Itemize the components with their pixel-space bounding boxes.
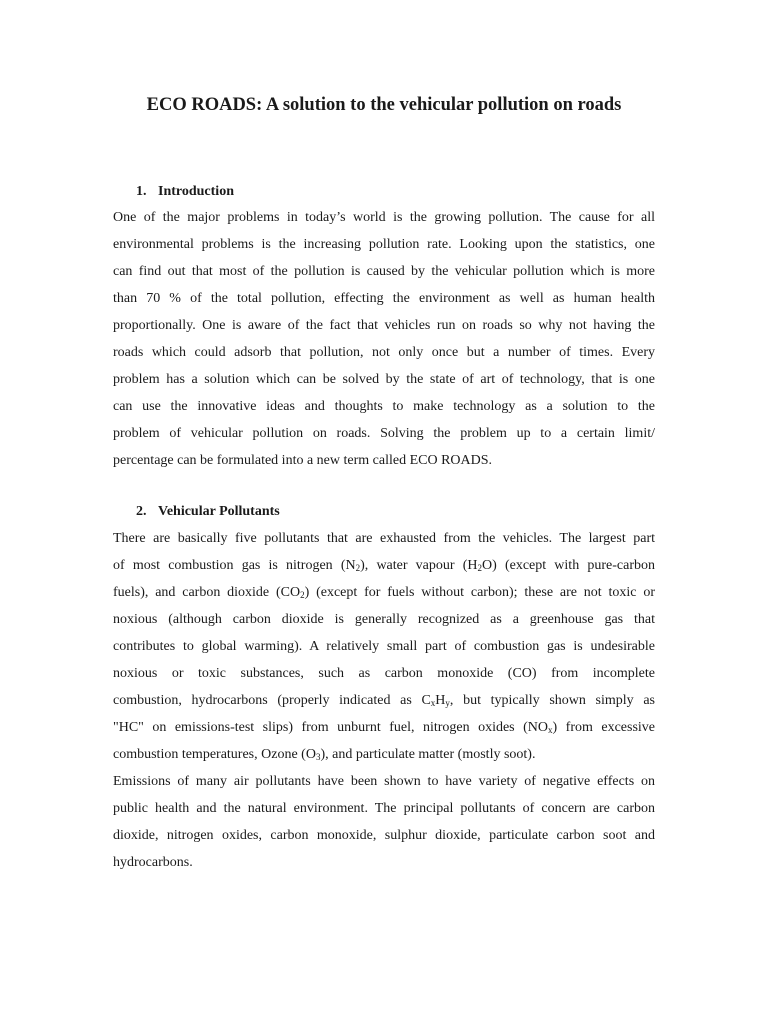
- paragraph-line: of most combustion gas is nitrogen $(N_2)$, water vapour $(H_2O)$ (except with pure-carbon: [113, 558, 655, 573]
- section-number: 1.: [136, 184, 147, 199]
- paragraph-line: noxious (although carbon dioxide is generally recognized as a greenhouse gas that: [113, 612, 655, 627]
- section-heading-vehicular-pollutants: [136, 503, 280, 521]
- vehicular-pollutants-paragraph: [113, 525, 655, 876]
- paragraph-line: roads which could adsorb that pollution, not only once but a number of times. Every: [113, 345, 655, 360]
- paragraph-line: problem of vehicular pollution on roads. Solving the problem up to a certain limit/: [113, 426, 655, 441]
- paragraph-line: hydrocarbons.: [113, 855, 193, 870]
- paragraph-line: There are basically five pollutants that are exhausted from the vehicles. The largest part: [113, 531, 655, 546]
- paragraph-line: fuels), and carbon dioxide $(CO_2)$ (except for fuels without carbon); these are not toxic or: [113, 585, 655, 600]
- section-number: 2.: [136, 504, 147, 519]
- paragraph-line: combustion, hydrocarbons (properly indicated as $C_xH_y$, but typically shown simply as: [113, 693, 655, 708]
- paragraph-line: percentage can be formulated into a new term called ECO ROADS.: [113, 453, 493, 468]
- paragraph-line: noxious or toxic substances, such as carbon monoxide (CO) from incomplete: [113, 666, 655, 681]
- section-title: Vehicular Pollutants: [158, 504, 280, 519]
- paragraph-line: than 70 % of the total pollution, effecting the environment as well as human health: [113, 291, 655, 306]
- paragraph-line: proportionally. One is aware of the fact that vehicles run on roads so why not having the: [113, 318, 655, 333]
- paragraph-line: dioxide, nitrogen oxides, carbon monoxide, sulphur dioxide, particulate carbon soot and: [113, 828, 655, 843]
- section-title: Introduction: [158, 184, 234, 199]
- paragraph-line: "HC" on emissions-test slips) from unburnt fuel, nitrogen oxides $(NO_x)$ from excessive: [113, 720, 656, 735]
- paragraph-line: problem has a solution which can be solved by the state of art of technology, that is one: [113, 372, 655, 387]
- paragraph-line: One of the major problems in today’s world is the growing pollution. The cause for all: [113, 210, 655, 225]
- paragraph-line: can use the innovative ideas and thoughts to make technology as a solution to the: [113, 399, 655, 414]
- paragraph-line: can find out that most of the pollution is caused by the vehicular pollution which is more: [113, 264, 655, 279]
- paragraph-line: public health and the natural environment. The principal pollutants of concern are carbon: [113, 801, 655, 816]
- paragraph-line: Emissions of many air pollutants have been shown to have variety of negative effects on: [113, 774, 655, 789]
- paragraph-line: environmental problems is the increasing pollution rate. Looking upon the statistics, one: [113, 237, 655, 252]
- introduction-paragraph: [113, 204, 655, 474]
- paragraph-line: contributes to global warming). A relatively small part of combustion gas is undesirable: [113, 639, 655, 654]
- section-heading-introduction: [136, 183, 234, 201]
- paragraph-line: combustion temperatures, Ozone $(O_3)$, and particulate matter (mostly soot).: [113, 747, 536, 762]
- document-title: ECO ROADS: A solution to the vehicular pollution on roads: [146, 95, 622, 115]
